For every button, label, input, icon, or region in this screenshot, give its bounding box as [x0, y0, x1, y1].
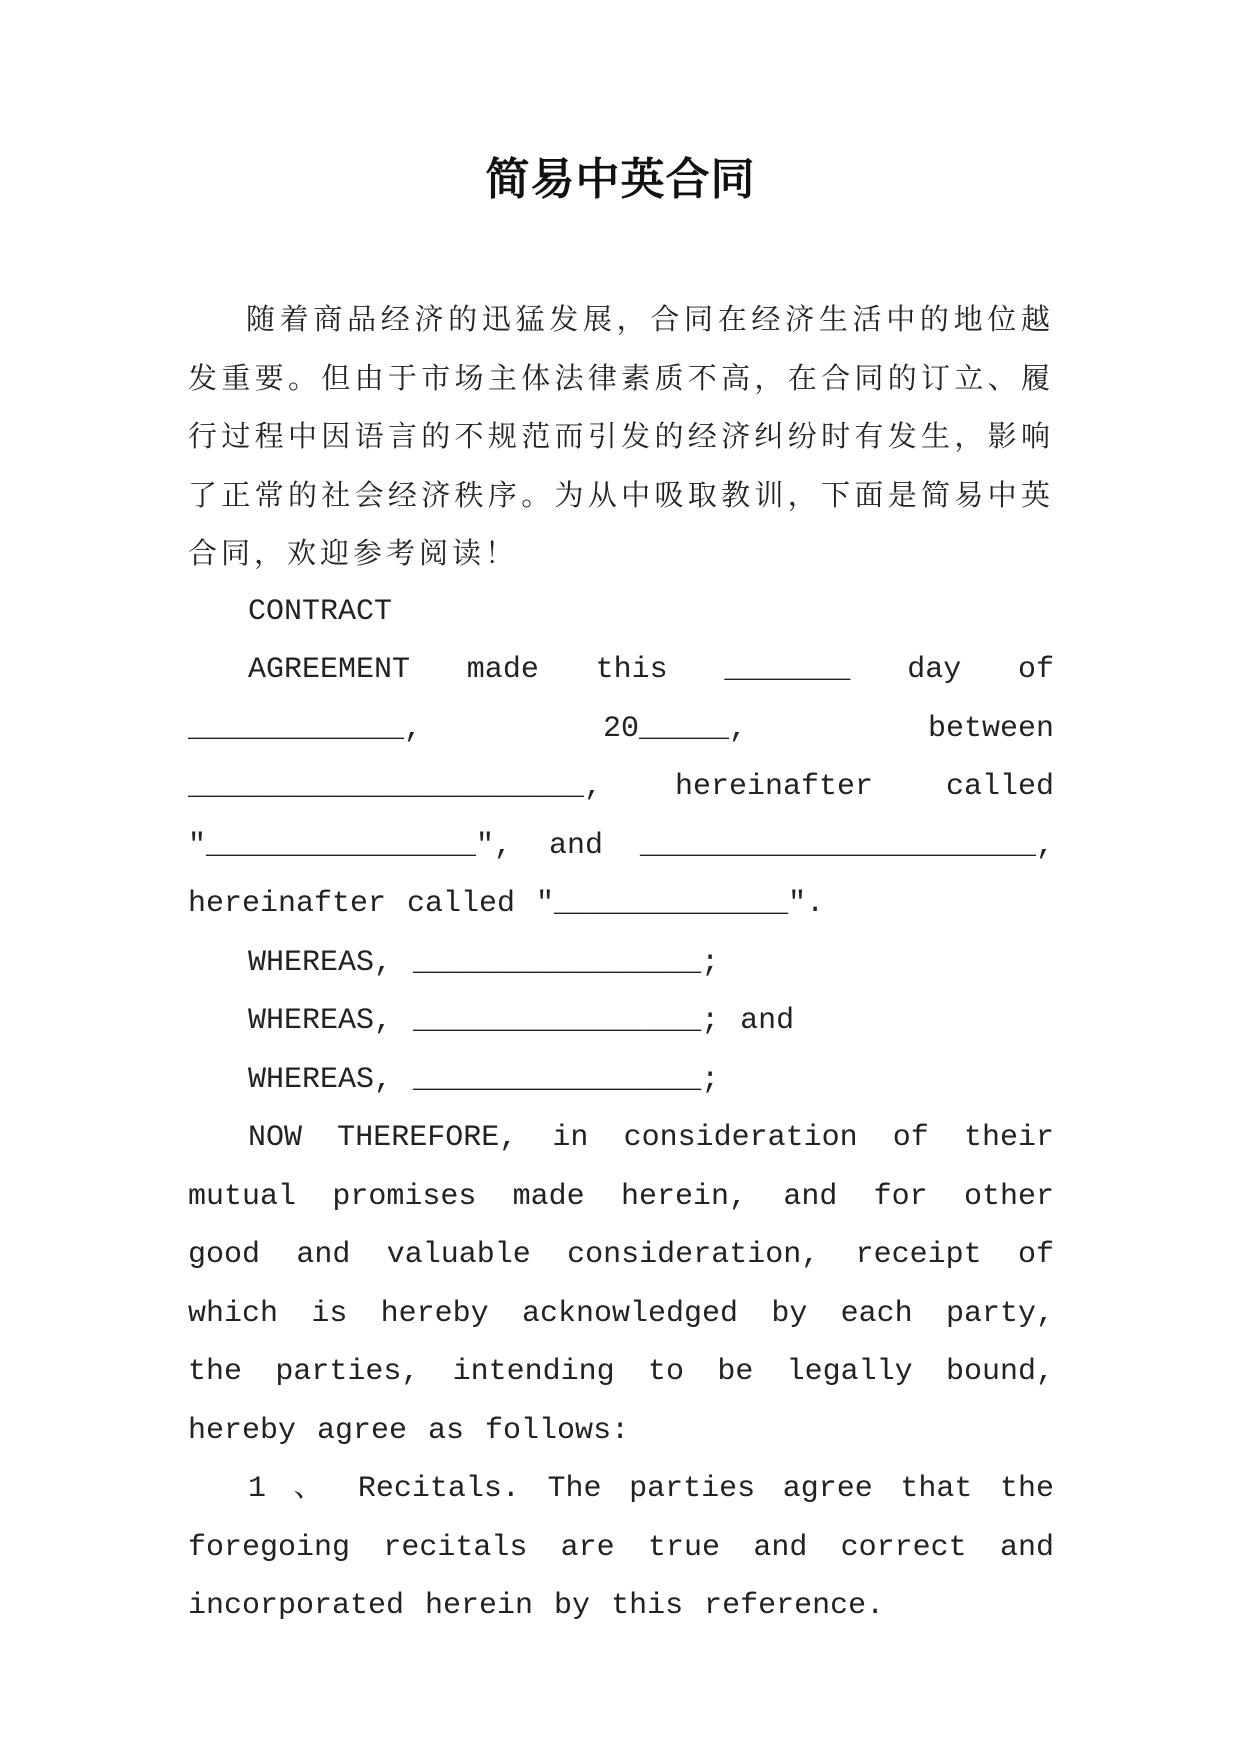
intro-paragraph: 随着商品经济的迅猛发展，合同在经济生活中的地位越发重要。但由于市场主体法律素质不高，在合同的订立、履行过程中因语言的不规范而引发的经济纠纷时有发生，影响了正常的社会经济秩序。为从中吸取教训，下面是简易中英合同，欢迎参考阅读！ — [188, 302, 1054, 570]
agreement-paragraph: AGREEMENT made this _______ day of ____________, 20_____, between ______________________, hereinafter called "_______________", and ______________________, hereinafter called "_____________". — [188, 653, 1054, 921]
now-therefore-paragraph: NOW THEREFORE, in consideration of their mutual promises made herein, and for other good and valuable consideration, receipt of which is hereby acknowledged by each party, the parties, intending to be legally bound, hereby agree as follows: — [188, 1121, 1054, 1448]
recitals-clause: 1 、 Recitals. The parties agree that the foregoing recitals are true and correct and incorporated herein by this reference. — [188, 1472, 1054, 1623]
whereas-clause-3: WHEREAS, ________________; — [248, 1062, 720, 1097]
whereas-clause-2: WHEREAS, ________________; and — [248, 1004, 795, 1038]
document-title: 简易中英合同 — [485, 154, 756, 205]
contract-heading: CONTRACT — [248, 594, 393, 629]
document-body — [188, 290, 1054, 1636]
whereas-clause-1: WHEREAS, ________________; — [248, 945, 720, 980]
